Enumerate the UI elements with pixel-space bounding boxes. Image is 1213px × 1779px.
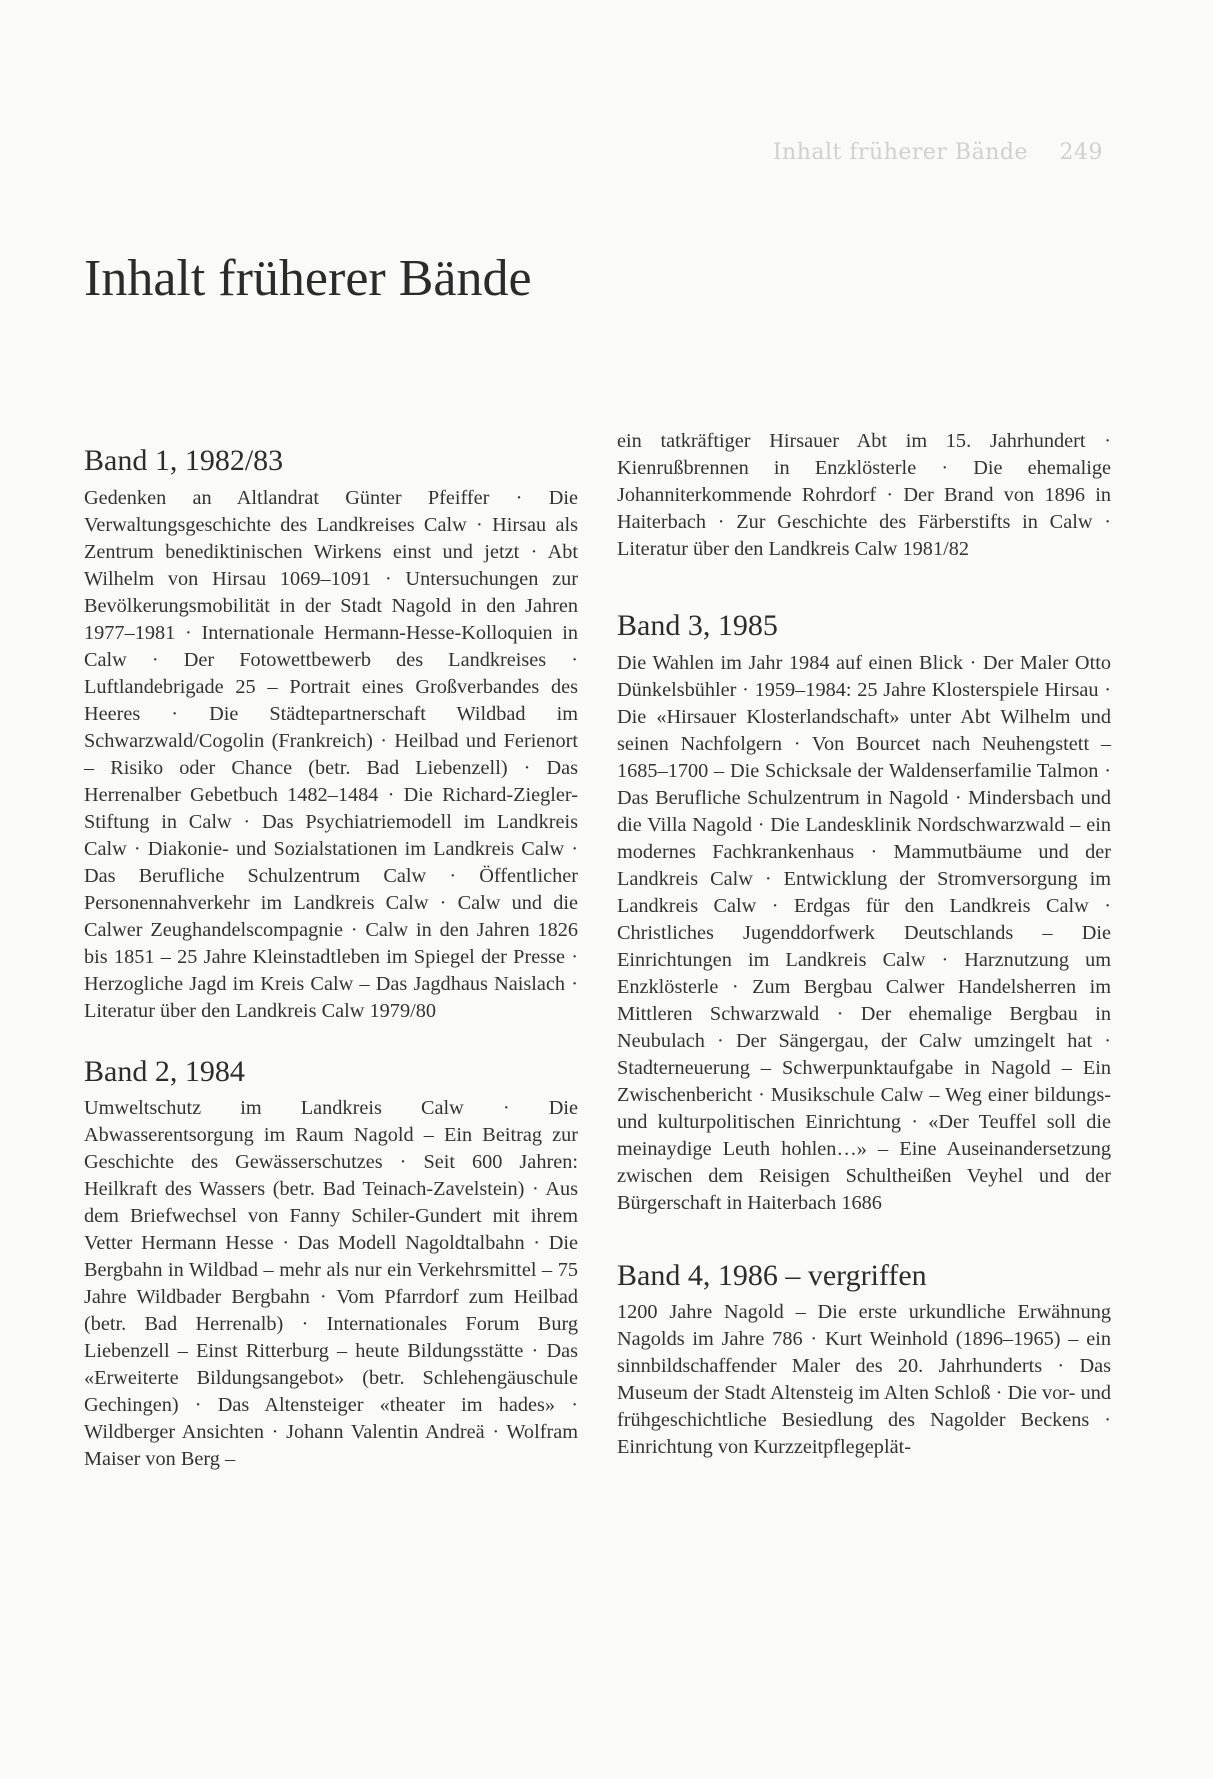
page-title: Inhalt früherer Bände <box>84 250 532 307</box>
band-heading: Band 4, 1986 – vergriffen <box>617 1258 927 1292</box>
band-contents-continued: ein tatkräftiger Hirsauer Abt im 15. Jahrhundert · Kienrußbrennen in Enzklösterle · Die ehemalige Johanniterkommende Rohrdorf · Der Brand von 1896 in Haiterbach · Zur Geschichte des Färberstifts in Calw · Literatur über den Landkreis Calw 1981/82 <box>617 430 1111 560</box>
band-contents: Umweltschutz im Landkreis Calw · Die Abwasserentsorgung im Raum Nagold – Ein Beitrag zur Geschichte des Gewässerschutzes · Seit 600 Jahren: Heilkraft des Wassers (betr. Bad Teinach-Zavelstein) · Aus dem Briefwechsel von Fanny Schiler-Gundert mit ihrem Vetter Hermann Hesse · Das Modell Nagoldtalbahn · Die Bergbahn in Wildbad – mehr als nur ein Verkehrsmittel – 75 Jahre Wildbader Bergbahn · Vom Pfarrdorf zum Heilbad (betr. Bad Herrenalb) · Internationales Forum Burg Liebenzell – Einst Ritterburg – heute Bildungsstätte · Das «Erweiterte Bildungsangebot» (betr. Schlehengäuschule Gechingen) · Das Altensteiger «theater im hades» · Wildberger Ansichten · Johann Valentin Andreä · Wolfram Maiser von Berg – <box>84 1097 578 1470</box>
band-contents: Die Wahlen im Jahr 1984 auf einen Blick · Der Maler Otto Dünkelsbühler · 1959–1984: 25 Jahre Klosterspiele Hirsau · Die «Hirsauer Klosterlandschaft» unter Abt Wilhelm und seinen Nachfolgern · Von Bourcet nach Neuhengstett – 1685–1700 – Die Schicksale der Waldenserfamilie Talmon · Das Berufliche Schulzentrum in Nagold · Mindersbach und die Villa Nagold · Die Landesklinik Nordschwarzwald – ein modernes Fachkrankenhaus · Mammutbäume und der Landkreis Calw · Entwicklung der Stromversorgung im Landkreis Calw · Erdgas für den Landkreis Calw · Christliches Jugenddorfwerk Deutschlands – Die Einrichtungen im Landkreis Calw · Harznutzung um Enzklösterle · Zum Bergbau Calwer Handelsherren im Mittleren Schwarzwald · Der ehemalige Bergbau in Neubulach · Der Sängergau, der Calw umzingelt hat · Stadterneuerung – Schwerpunktaufgabe in Nagold – Ein Zwischenbericht · Musikschule Calw – Weg einer bildungs- und kulturpolitischen Einrichtung · «Der Teuffel soll die meinaydige Leuth hohlen…» – Eine Auseinandersetzung zwischen dem Reisigen Schultheißen Veyhel und der Bürgerschaft in Haiterbach 1686 <box>617 651 1111 1214</box>
band-heading: Band 2, 1984 <box>84 1054 245 1088</box>
running-head-title: Inhalt früherer Bände <box>772 140 1028 165</box>
right-column <box>617 428 1111 1491</box>
band-contents: Gedenken an Altlandrat Günter Pfeiffer · Die Verwaltungsgeschichte des Landkreises Calw · Hirsau als Zentrum benediktinischen Wirkens einst und jetzt · Abt Wilhelm von Hirsau 1069–1091 · Untersuchungen zur Bevölkerungsmobilität in der Stadt Nagold in den Jahren 1977–1981 · Internationale Hermann-Hesse-Kolloquien in Calw · Der Fotowettbewerb des Landkreises · Luftlandebrigade 25 – Portrait eines Großverbandes des Heeres · Die Städtepartnerschaft Wildbad im Schwarzwald/Cogolin (Frankreich) · Heilbad und Ferienort – Risiko oder Chance (betr. Bad Liebenzell) · Das Herrenalber Gebetbuch 1482–1484 · Die Richard-Ziegler-Stiftung in Calw · Das Psychiatriemodell im Landkreis Calw · Diakonie- und Sozialstationen im Landkreis Calw · Das Berufliche Schulzentrum Calw · Öffentlicher Personennahverkehr im Landkreis Calw · Calw und die Calwer Zeughandelscompagnie · Calw in den Jahren 1826 bis 1851 – 25 Jahre Kleinstadtleben im Spiegel der Presse · Herzogliche Jagd im Kreis Calw – Das Jagdhaus Naislach · Literatur über den Landkreis Calw 1979/80 <box>84 486 578 1022</box>
band-2-section <box>84 1055 578 1474</box>
band-3-section <box>617 609 1111 1217</box>
band-heading: Band 3, 1985 <box>617 609 778 642</box>
left-column <box>84 444 578 1503</box>
band-1-section <box>84 444 578 1025</box>
page-number: 249 <box>1059 140 1103 165</box>
running-head <box>773 140 1103 165</box>
band-heading: Band 1, 1982/83 <box>84 444 284 477</box>
band-contents: 1200 Jahre Nagold – Die erste urkundliche Erwähnung Nagolds im Jahre 786 · Kurt Weinhold (1896–1965) – ein sinnbildschaffender Maler des 20. Jahrhunderts · Das Museum der Stadt Altensteig im Alten Schloß · Die vor- und frühgeschichtliche Besiedlung des Nagolder Beckens · Einrichtung von Kurzzeitpflegeplät- <box>617 1301 1111 1458</box>
band-4-section <box>617 1259 1111 1462</box>
band-2-continuation <box>617 428 1111 563</box>
